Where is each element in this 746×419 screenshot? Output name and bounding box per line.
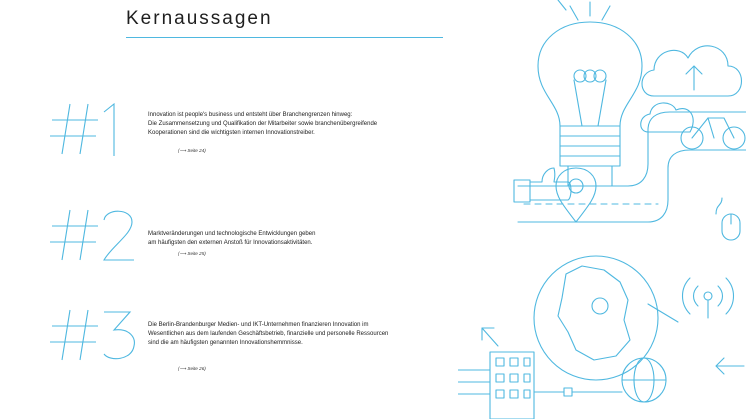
key-statement-1-line-1: Innovation ist people's business und entsteht über Branchengrenzen hinweg:	[148, 112, 353, 118]
key-statement-3-line-2: Wesentlichen aus dem laufenden Geschäftsbetrieb, finanzielle und personelle Ressourcen	[148, 331, 389, 337]
title-divider	[126, 37, 443, 38]
key-statement-1-line-3: Kooperationen sind die wichtigsten internen Innovationstreiber.	[148, 130, 315, 136]
building-icon	[458, 352, 534, 419]
key-statement-2-line-2: am häufigsten den externen Anstoß für Innovationsaktivitäten.	[148, 240, 313, 246]
road-icon	[518, 112, 746, 222]
light-rays-icon	[558, 0, 610, 20]
key-statement-number-1	[50, 100, 138, 158]
page-title: Kernaussagen	[126, 8, 273, 29]
key-statement-2-text	[148, 230, 448, 248]
location-pin-icon	[556, 168, 596, 222]
cable-icon	[534, 388, 622, 396]
key-statement-3-line-3: sind die am häufigsten genannten Innovationshemmnisse.	[148, 340, 303, 346]
key-statement-2-page-ref: (⟶ Seite 25)	[178, 251, 206, 256]
key-statement-1-line-2: Die Zusammensetzung und Qualifikation der Mitarbeiter sowie branchenübergreifende	[148, 121, 378, 127]
cloud-icon	[642, 46, 742, 96]
globe-icon	[622, 358, 666, 402]
key-statement-number-2	[50, 206, 138, 264]
innovation-illustration	[458, 0, 746, 419]
key-statement-3-text	[148, 321, 448, 348]
key-statement-3-line-1: Die Berlin-Brandenburger Medien- und IKT-Unternehmen finanzieren Innovation im	[148, 322, 369, 328]
key-statement-2-line-1: Marktveränderungen und technologische Entwicklungen geben	[148, 231, 316, 237]
key-statement-3-page-ref: (⟶ Seite 26)	[178, 366, 206, 371]
lightbulb-icon	[538, 22, 642, 186]
bicycle-icon	[641, 103, 745, 149]
arrow-icon	[482, 304, 744, 374]
key-statement-1-text	[148, 111, 448, 138]
world-map-icon	[534, 256, 658, 380]
key-statement-number-3	[50, 306, 138, 364]
key-statement-1-page-ref: (⟶ Seite 24)	[178, 148, 206, 153]
mouse-icon	[716, 198, 740, 240]
wifi-signal-icon	[683, 278, 734, 318]
